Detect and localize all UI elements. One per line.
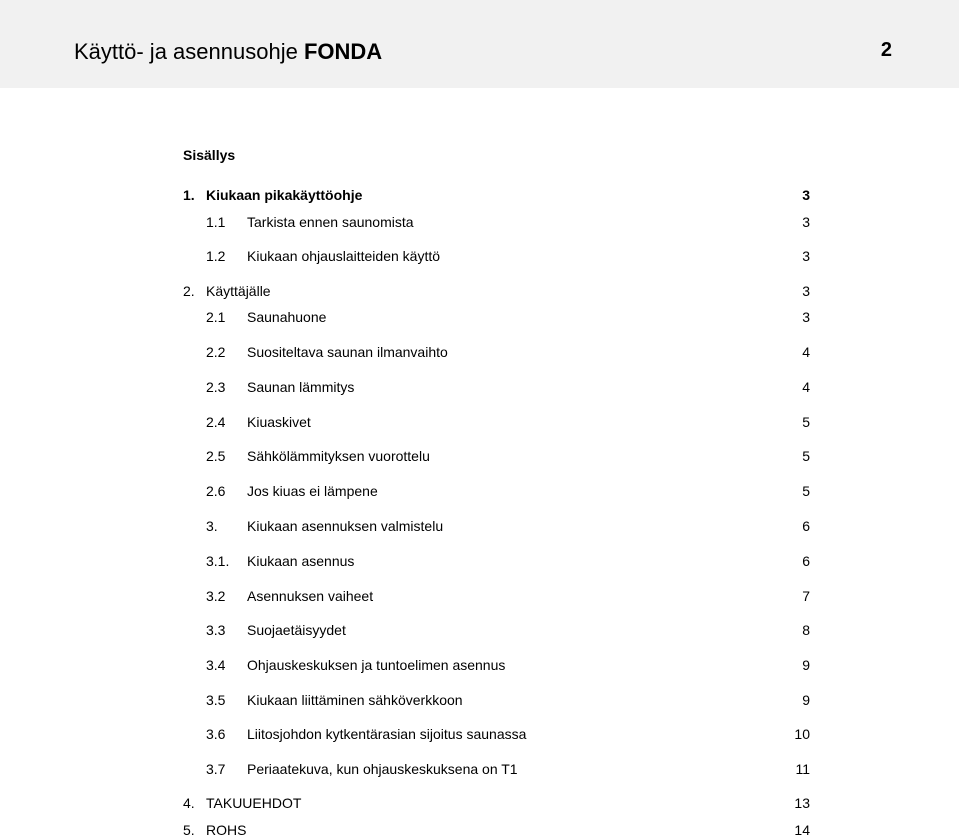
toc-entry-title: Liitosjohdon kytkentärasian sijoitus saunassa [247,726,527,742]
toc-entry-number: 2.3 [206,379,226,395]
toc-entry-title: Kiukaan asennuksen valmistelu [247,518,444,534]
toc-entry-page: 13 [794,795,810,811]
toc-entry-number: 4. [183,795,195,811]
page-number: 2 [880,39,892,61]
toc-entry-page: 3 [802,309,810,325]
toc-entry-number: 3.6 [206,726,226,742]
toc-entry-number: 2.2 [206,344,226,360]
toc-entry-page: 3 [802,214,810,230]
toc-entry-page: 5 [802,414,810,430]
toc-entry-number: 2.1 [206,309,226,325]
toc-entry-2-3[interactable] [0,377,959,397]
toc-entry-3-1[interactable] [0,551,959,571]
toc-entry-number: 3.3 [206,622,226,638]
toc-entry-page: 5 [802,448,810,464]
toc-entry-title: Käyttäjälle [206,283,271,299]
toc-entry-title: Jos kiuas ei lämpene [247,483,378,499]
toc-entry-number: 1. [183,187,195,203]
toc-entry-page: 11 [795,761,810,777]
toc-entry-title: Kiukaan liittäminen sähköverkkoon [247,692,463,708]
toc-entry-page: 6 [802,518,810,534]
toc-entry-page: 4 [802,379,810,395]
toc-entry-2-6[interactable] [0,481,959,501]
toc-entry-page: 6 [802,553,810,569]
toc-entry-number: 2.5 [206,448,226,464]
toc-entry-1-1[interactable] [0,212,959,232]
toc-entry-5[interactable] [0,820,959,840]
toc-entry-1-2[interactable] [0,246,959,266]
toc-entry-title: Ohjauskeskuksen ja tuntoelimen asennus [247,657,506,673]
toc-entry-page: 9 [802,657,810,673]
toc-entry-3-7[interactable] [0,759,959,779]
toc-entry-title: Saunan lämmitys [247,379,355,395]
document-title-prefix: Käyttö- ja asennusohje [74,39,304,64]
toc-entry-2-2[interactable] [0,342,959,362]
toc-entry-1[interactable] [0,185,959,205]
toc-entry-2-5[interactable] [0,446,959,466]
toc-entry-title: Saunahuone [247,309,327,325]
toc-entry-2-4[interactable] [0,412,959,432]
toc-entry-number: 1.2 [206,248,226,264]
toc-entry-title: TAKUUEHDOT [206,795,302,811]
toc-entry-page: 7 [802,588,810,604]
toc-entry-3-5[interactable] [0,690,959,710]
toc-entry-title: ROHS [206,822,247,838]
toc-entry-page: 4 [802,344,810,360]
toc-entry-3-3[interactable] [0,620,959,640]
toc-entry-page: 9 [802,692,810,708]
toc-entry-page: 3 [802,187,810,203]
toc-entry-title: Asennuksen vaiheet [247,588,374,604]
toc-entry-number: 3. [206,518,218,534]
toc-entry-page: 10 [794,726,810,742]
toc-entry-3-6[interactable] [0,724,959,744]
toc-entry-page: 5 [802,483,810,499]
toc-entry-number: 3.1. [206,553,230,569]
toc-entry-4[interactable] [0,793,959,813]
toc-entry-number: 2.6 [206,483,226,499]
product-name: FONDA [303,39,383,64]
toc-entry-title: Kiuaskivet [247,414,311,430]
toc-entry-number: 3.5 [206,692,226,708]
toc-entry-title: Periaatekuva, kun ohjauskeskuksena on T1 [247,761,518,777]
toc-entry-title: Kiukaan ohjauslaitteiden käyttö [247,248,441,264]
toc-entry-page: 3 [802,283,810,299]
toc-entry-2-1[interactable] [0,307,959,327]
toc-entry-title: Suojaetäisyydet [247,622,346,638]
toc-entry-title: Suositeltava saunan ilmanvaihto [247,344,448,360]
toc-entry-2[interactable] [0,281,959,301]
toc-entry-title: Kiukaan pikakäyttöohje [206,187,363,203]
toc-entry-number: 1.1 [206,214,226,230]
toc-heading: Sisällys [183,147,236,163]
toc-entry-number: 3.2 [206,588,226,604]
toc-entry-page: 3 [802,248,810,264]
toc-entry-3-2[interactable] [0,586,959,606]
toc-entry-number: 2.4 [206,414,226,430]
toc-entry-number: 5. [183,822,195,838]
toc-entry-3[interactable] [0,516,959,536]
toc-entry-number: 3.4 [206,657,226,673]
toc-entry-page: 8 [802,622,810,638]
toc-entry-title: Sähkölämmityksen vuorottelu [247,448,430,464]
toc-entry-title: Tarkista ennen saunomista [247,214,414,230]
toc-entry-number: 2. [183,283,195,299]
toc-entry-3-4[interactable] [0,655,959,675]
toc-entry-page: 14 [794,822,810,838]
toc-entry-title: Kiukaan asennus [247,553,355,569]
toc-entry-number: 3.7 [206,761,226,777]
